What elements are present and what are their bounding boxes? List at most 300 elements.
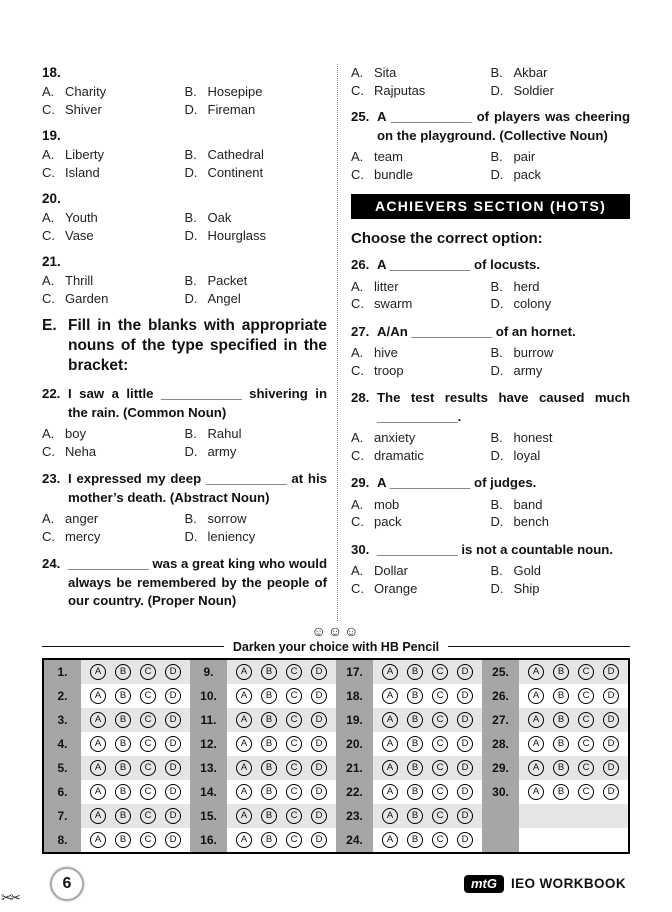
question-number: 22. <box>42 386 61 401</box>
option-text: herd <box>513 278 540 294</box>
omr-column <box>44 660 190 852</box>
omr-bubble[interactable]: D <box>311 664 327 680</box>
achievers-section-banner: ACHIEVERS SECTION (HOTS) <box>351 194 630 219</box>
question-block <box>351 541 630 598</box>
option-text: Neha <box>65 443 97 459</box>
omr-bubble[interactable]: D <box>457 808 473 824</box>
question-block <box>42 470 327 545</box>
option-text: sorrow <box>207 511 247 526</box>
omr-question-number <box>482 804 519 828</box>
omr-row <box>482 660 628 684</box>
section-e-heading <box>42 316 327 376</box>
option-label: C. <box>351 296 364 311</box>
omr-column <box>336 660 482 852</box>
omr-bubble[interactable]: C <box>578 664 594 680</box>
options-grid <box>351 278 630 313</box>
omr-bubble[interactable]: A <box>382 664 398 680</box>
omr-bubble[interactable]: D <box>603 760 619 776</box>
options-grid <box>42 209 327 244</box>
omr-bubble[interactable]: B <box>261 760 277 776</box>
question-block <box>42 190 327 244</box>
omr-bubble[interactable]: D <box>603 664 619 680</box>
omr-bubble-group <box>227 684 336 708</box>
omr-question-number: 18. <box>336 684 373 708</box>
omr-row <box>336 828 482 852</box>
option-label: B. <box>184 426 197 441</box>
omr-bubble[interactable]: C <box>432 832 448 848</box>
omr-row <box>336 684 482 708</box>
option-label: C. <box>42 164 55 180</box>
question-block <box>351 474 630 531</box>
option-label: A. <box>42 273 55 288</box>
omr-question-number: 8. <box>44 828 81 852</box>
options-grid <box>42 425 327 460</box>
question-block <box>351 323 630 380</box>
question-text <box>42 555 327 611</box>
omr-bubble-group <box>373 732 482 756</box>
option-label: D. <box>490 514 504 529</box>
page-footer <box>42 867 630 901</box>
omr-bubble[interactable]: D <box>311 832 327 848</box>
option-label: A. <box>351 563 364 578</box>
omr-question-number: 2. <box>44 684 81 708</box>
omr-row <box>44 756 190 780</box>
omr-bubble[interactable]: A <box>528 712 544 728</box>
options-grid <box>351 64 630 99</box>
option-text: Youth <box>65 210 98 225</box>
omr-bubble[interactable]: C <box>286 832 302 848</box>
omr-bubble[interactable]: C <box>432 784 448 800</box>
omr-bubble[interactable]: C <box>432 808 448 824</box>
question-body: ___________ is not a countable noun. <box>377 541 613 557</box>
omr-bubble[interactable]: D <box>165 784 181 800</box>
omr-bubble-group <box>227 780 336 804</box>
omr-bubble[interactable]: B <box>553 784 569 800</box>
section-e-label: E. <box>42 317 57 334</box>
options-grid <box>351 344 630 379</box>
option-text: boy <box>65 426 86 441</box>
omr-bubble[interactable]: D <box>457 736 473 752</box>
omr-bubble[interactable]: D <box>457 784 473 800</box>
option-text: Packet <box>207 273 248 288</box>
option-label: A. <box>351 65 364 80</box>
omr-bubble[interactable]: B <box>407 688 423 704</box>
omr-bubble-group <box>81 708 190 732</box>
option-text: Sita <box>374 65 397 80</box>
omr-question-number: 6. <box>44 780 81 804</box>
omr-bubble[interactable]: C <box>578 736 594 752</box>
omr-bubble[interactable]: B <box>261 688 277 704</box>
omr-bubble[interactable]: D <box>457 832 473 848</box>
omr-question-number: 7. <box>44 804 81 828</box>
option-text: Fireman <box>207 101 256 117</box>
omr-instruction: Darken your choice with HB Pencil <box>232 639 440 654</box>
omr-question-number: 10. <box>190 684 227 708</box>
omr-bubble[interactable]: B <box>261 664 277 680</box>
omr-bubble[interactable]: A <box>90 712 106 728</box>
omr-bubble[interactable]: A <box>90 784 106 800</box>
omr-bubble[interactable]: D <box>603 712 619 728</box>
omr-bubble[interactable]: B <box>115 808 131 824</box>
omr-row <box>44 828 190 852</box>
option-text: Charity <box>65 84 107 99</box>
omr-bubble[interactable]: B <box>407 760 423 776</box>
omr-bubble[interactable]: D <box>311 760 327 776</box>
option-text: Vase <box>65 227 94 243</box>
option-label: A. <box>42 147 55 162</box>
option-text: pack <box>374 514 402 529</box>
omr-bubble[interactable]: A <box>528 736 544 752</box>
option-text: Akbar <box>513 65 548 80</box>
omr-bubble[interactable]: B <box>407 736 423 752</box>
omr-question-number: 23. <box>336 804 373 828</box>
option-label: D. <box>490 296 504 311</box>
option-text: Cathedral <box>207 147 264 162</box>
omr-bubble-group <box>81 660 190 684</box>
omr-bubble[interactable]: B <box>115 760 131 776</box>
option-label: B. <box>490 430 503 445</box>
omr-bubble-group <box>519 684 628 708</box>
omr-question-number: 5. <box>44 756 81 780</box>
omr-row <box>336 732 482 756</box>
question-block <box>351 256 630 313</box>
omr-bubble[interactable]: C <box>432 712 448 728</box>
option-label: C. <box>351 82 364 98</box>
option-label: B. <box>490 278 503 294</box>
publisher-brand <box>464 875 626 893</box>
question-block <box>42 253 327 307</box>
omr-bubble[interactable]: B <box>553 664 569 680</box>
omr-bubble[interactable]: B <box>553 736 569 752</box>
option-label: B. <box>184 147 197 162</box>
question-columns <box>42 64 630 621</box>
question-block <box>42 385 327 460</box>
omr-row <box>482 732 628 756</box>
option-text: Hosepipe <box>207 84 263 99</box>
omr-bubble[interactable]: A <box>90 736 106 752</box>
option-text: leniency <box>207 528 256 544</box>
omr-bubble[interactable]: B <box>115 736 131 752</box>
omr-row <box>482 780 628 804</box>
omr-bubble[interactable]: C <box>140 760 156 776</box>
options-grid <box>351 148 630 183</box>
caption-rule-right <box>448 646 630 647</box>
omr-question-number: 13. <box>190 756 227 780</box>
question-body: A ___________ of players was cheering on the playground. (Collective Noun) <box>377 109 630 143</box>
omr-bubble[interactable]: C <box>286 664 302 680</box>
option-label: A. <box>42 84 55 99</box>
omr-bubble[interactable]: B <box>115 832 131 848</box>
omr-bubble[interactable]: A <box>382 712 398 728</box>
omr-bubble[interactable]: A <box>528 784 544 800</box>
option-text: bench <box>513 514 549 529</box>
omr-bubble[interactable]: C <box>578 784 594 800</box>
omr-bubble[interactable]: A <box>528 688 544 704</box>
omr-bubble[interactable]: C <box>140 712 156 728</box>
omr-question-number: 3. <box>44 708 81 732</box>
option-label: A. <box>351 430 364 445</box>
omr-bubble[interactable]: C <box>432 736 448 752</box>
omr-bubble[interactable]: C <box>140 784 156 800</box>
option-label: C. <box>351 166 364 182</box>
option-label: A. <box>42 426 55 441</box>
question-body: A ___________ of locusts. <box>377 257 540 272</box>
option-text: Continent <box>207 164 264 180</box>
omr-bubble[interactable]: C <box>432 688 448 704</box>
option-label: A. <box>351 345 364 360</box>
omr-bubble[interactable]: A <box>236 784 252 800</box>
omr-bubble[interactable]: B <box>407 808 423 824</box>
omr-bubble[interactable]: D <box>311 808 327 824</box>
omr-bubble[interactable]: A <box>236 688 252 704</box>
omr-bubble[interactable]: B <box>407 712 423 728</box>
question-text <box>351 108 630 145</box>
omr-bubble[interactable]: C <box>286 736 302 752</box>
omr-row <box>190 804 336 828</box>
question-number: 23. <box>42 471 61 486</box>
option-label: A. <box>351 149 364 164</box>
omr-bubble[interactable]: D <box>165 760 181 776</box>
omr-bubble-group <box>227 660 336 684</box>
left-column <box>42 64 338 621</box>
omr-bubble[interactable]: D <box>311 784 327 800</box>
question-block <box>351 389 630 464</box>
options-grid <box>42 83 327 118</box>
omr-bubble[interactable]: B <box>261 712 277 728</box>
omr-bubble[interactable]: B <box>261 736 277 752</box>
question-24-options <box>351 64 630 99</box>
omr-bubble-group <box>519 660 628 684</box>
omr-bubble[interactable]: C <box>578 760 594 776</box>
omr-question-number: 29. <box>482 756 519 780</box>
option-text: army <box>513 362 543 378</box>
option-label: A. <box>351 496 364 512</box>
option-text: bundle <box>374 166 414 182</box>
omr-bubble[interactable]: B <box>407 664 423 680</box>
omr-question-number: 28. <box>482 732 519 756</box>
omr-bubble[interactable]: B <box>261 808 277 824</box>
omr-bubble[interactable]: B <box>115 664 131 680</box>
option-text: anger <box>65 511 99 526</box>
omr-bubble-group <box>227 708 336 732</box>
question-number: 18. <box>42 65 61 80</box>
option-label: B. <box>490 65 503 80</box>
option-label: B. <box>490 149 503 164</box>
omr-row <box>336 756 482 780</box>
omr-bubble[interactable]: C <box>140 664 156 680</box>
option-label: D. <box>490 82 504 98</box>
omr-bubble[interactable]: A <box>236 760 252 776</box>
option-label: C. <box>351 447 364 463</box>
omr-bubble-group <box>227 732 336 756</box>
omr-bubble[interactable]: A <box>90 664 106 680</box>
omr-bubble[interactable]: B <box>553 712 569 728</box>
omr-bubble[interactable]: C <box>140 808 156 824</box>
omr-bubble[interactable]: C <box>140 688 156 704</box>
omr-bubble[interactable]: C <box>140 736 156 752</box>
omr-question-number: 4. <box>44 732 81 756</box>
omr-bubble-group <box>373 708 482 732</box>
omr-bubble-group <box>81 756 190 780</box>
omr-bubble[interactable]: A <box>90 760 106 776</box>
option-label: C. <box>42 101 55 117</box>
option-label: D. <box>184 528 198 544</box>
option-text: Dollar <box>374 563 408 578</box>
omr-row <box>190 684 336 708</box>
omr-row <box>482 756 628 780</box>
omr-bubble[interactable]: B <box>261 784 277 800</box>
question-number: 28. <box>351 390 370 405</box>
omr-bubble[interactable]: A <box>382 832 398 848</box>
options-grid <box>42 272 327 307</box>
omr-bubble-group <box>227 756 336 780</box>
scissors-cut-mark-icon: ✂✂ <box>1 890 19 905</box>
omr-bubble[interactable]: A <box>90 688 106 704</box>
omr-row <box>44 708 190 732</box>
omr-question-number: 9. <box>190 660 227 684</box>
omr-bubble[interactable]: C <box>286 808 302 824</box>
omr-bubble[interactable]: A <box>236 808 252 824</box>
omr-column <box>190 660 336 852</box>
option-label: D. <box>184 227 198 243</box>
option-label: D. <box>184 164 198 180</box>
omr-bubble-group <box>519 780 628 804</box>
omr-row <box>336 804 482 828</box>
omr-bubble[interactable]: D <box>165 832 181 848</box>
question-block <box>42 127 327 181</box>
omr-bubble[interactable]: D <box>165 736 181 752</box>
omr-row <box>190 708 336 732</box>
omr-bubble[interactable]: D <box>165 808 181 824</box>
page-number-badge: 6 <box>50 867 84 901</box>
omr-caption <box>42 640 630 654</box>
omr-bubble[interactable]: A <box>90 832 106 848</box>
omr-bubble-group <box>373 828 482 852</box>
omr-bubble[interactable]: A <box>382 688 398 704</box>
question-number: 20. <box>42 191 61 206</box>
omr-row <box>482 708 628 732</box>
omr-bubble[interactable]: C <box>578 712 594 728</box>
omr-row <box>190 660 336 684</box>
omr-bubble[interactable]: D <box>457 712 473 728</box>
option-text: Thrill <box>65 273 94 288</box>
omr-question-number: 22. <box>336 780 373 804</box>
omr-question-number: 1. <box>44 660 81 684</box>
omr-question-number: 27. <box>482 708 519 732</box>
omr-bubble-group <box>81 732 190 756</box>
omr-bubble-group <box>81 828 190 852</box>
option-text: dramatic <box>374 447 424 463</box>
omr-bubble[interactable]: B <box>261 832 277 848</box>
omr-bubble[interactable]: A <box>236 664 252 680</box>
omr-bubble[interactable]: D <box>311 736 327 752</box>
omr-bubble-group <box>519 756 628 780</box>
omr-bubble[interactable]: A <box>236 736 252 752</box>
omr-bubble[interactable]: D <box>457 688 473 704</box>
option-label: C. <box>42 443 55 459</box>
omr-bubble[interactable]: C <box>286 784 302 800</box>
omr-bubble-group <box>519 732 628 756</box>
option-text: honest <box>513 430 553 445</box>
omr-bubble[interactable]: D <box>603 784 619 800</box>
omr-row <box>482 804 628 828</box>
omr-bubble[interactable]: B <box>115 688 131 704</box>
omr-bubble[interactable]: A <box>90 808 106 824</box>
omr-bubble[interactable]: C <box>578 688 594 704</box>
omr-bubble[interactable]: C <box>432 760 448 776</box>
omr-bubble[interactable]: B <box>553 688 569 704</box>
question-text <box>351 474 630 493</box>
option-label: B. <box>184 273 197 288</box>
omr-bubble-group <box>373 780 482 804</box>
question-block <box>42 64 327 118</box>
omr-bubble[interactable]: D <box>311 712 327 728</box>
omr-bubble[interactable]: D <box>457 760 473 776</box>
omr-bubble[interactable]: B <box>553 760 569 776</box>
question-number: 25. <box>351 109 370 124</box>
omr-question-number: 20. <box>336 732 373 756</box>
omr-bubble[interactable]: C <box>286 688 302 704</box>
option-label: C. <box>351 514 364 529</box>
omr-bubble[interactable]: A <box>528 664 544 680</box>
omr-bubble[interactable]: A <box>382 736 398 752</box>
option-label: C. <box>42 290 55 306</box>
option-text: team <box>374 149 403 164</box>
omr-bubble[interactable]: A <box>236 832 252 848</box>
omr-bubble[interactable]: C <box>286 712 302 728</box>
option-text: army <box>207 443 237 459</box>
omr-bubble[interactable]: D <box>457 664 473 680</box>
option-label: C. <box>351 580 364 596</box>
option-label: D. <box>184 290 198 306</box>
omr-row <box>336 708 482 732</box>
omr-bubble[interactable]: B <box>407 832 423 848</box>
option-label: B. <box>184 84 197 99</box>
omr-bubble[interactable]: B <box>115 712 131 728</box>
omr-bubble[interactable]: A <box>236 712 252 728</box>
option-label: B. <box>490 345 503 360</box>
omr-bubble[interactable]: A <box>382 760 398 776</box>
options-grid <box>42 510 327 545</box>
omr-bubble-group <box>81 780 190 804</box>
omr-bubble[interactable]: D <box>603 736 619 752</box>
omr-bubble[interactable]: D <box>311 688 327 704</box>
omr-bubble[interactable]: C <box>140 832 156 848</box>
omr-question-number: 19. <box>336 708 373 732</box>
omr-bubble[interactable]: A <box>382 808 398 824</box>
option-text: Liberty <box>65 147 105 162</box>
omr-bubble[interactable]: C <box>432 664 448 680</box>
omr-bubble[interactable]: D <box>165 664 181 680</box>
omr-bubble[interactable]: B <box>115 784 131 800</box>
omr-bubble-group <box>227 804 336 828</box>
omr-bubble[interactable]: A <box>528 760 544 776</box>
question-text <box>351 323 630 342</box>
omr-bubble[interactable]: C <box>286 760 302 776</box>
question-body: I expressed my deep ___________ at his mother’s death. (Abstract Noun) <box>68 471 327 505</box>
question-text <box>351 389 630 426</box>
omr-bubble[interactable]: D <box>165 688 181 704</box>
option-text: Hourglass <box>207 227 267 243</box>
omr-row <box>190 756 336 780</box>
omr-bubble[interactable]: B <box>407 784 423 800</box>
omr-bubble[interactable]: A <box>382 784 398 800</box>
option-text: Soldier <box>513 82 554 98</box>
omr-bubble[interactable]: D <box>603 688 619 704</box>
option-label: C. <box>42 528 55 544</box>
question-number: 30. <box>351 541 370 557</box>
omr-bubble[interactable]: D <box>165 712 181 728</box>
